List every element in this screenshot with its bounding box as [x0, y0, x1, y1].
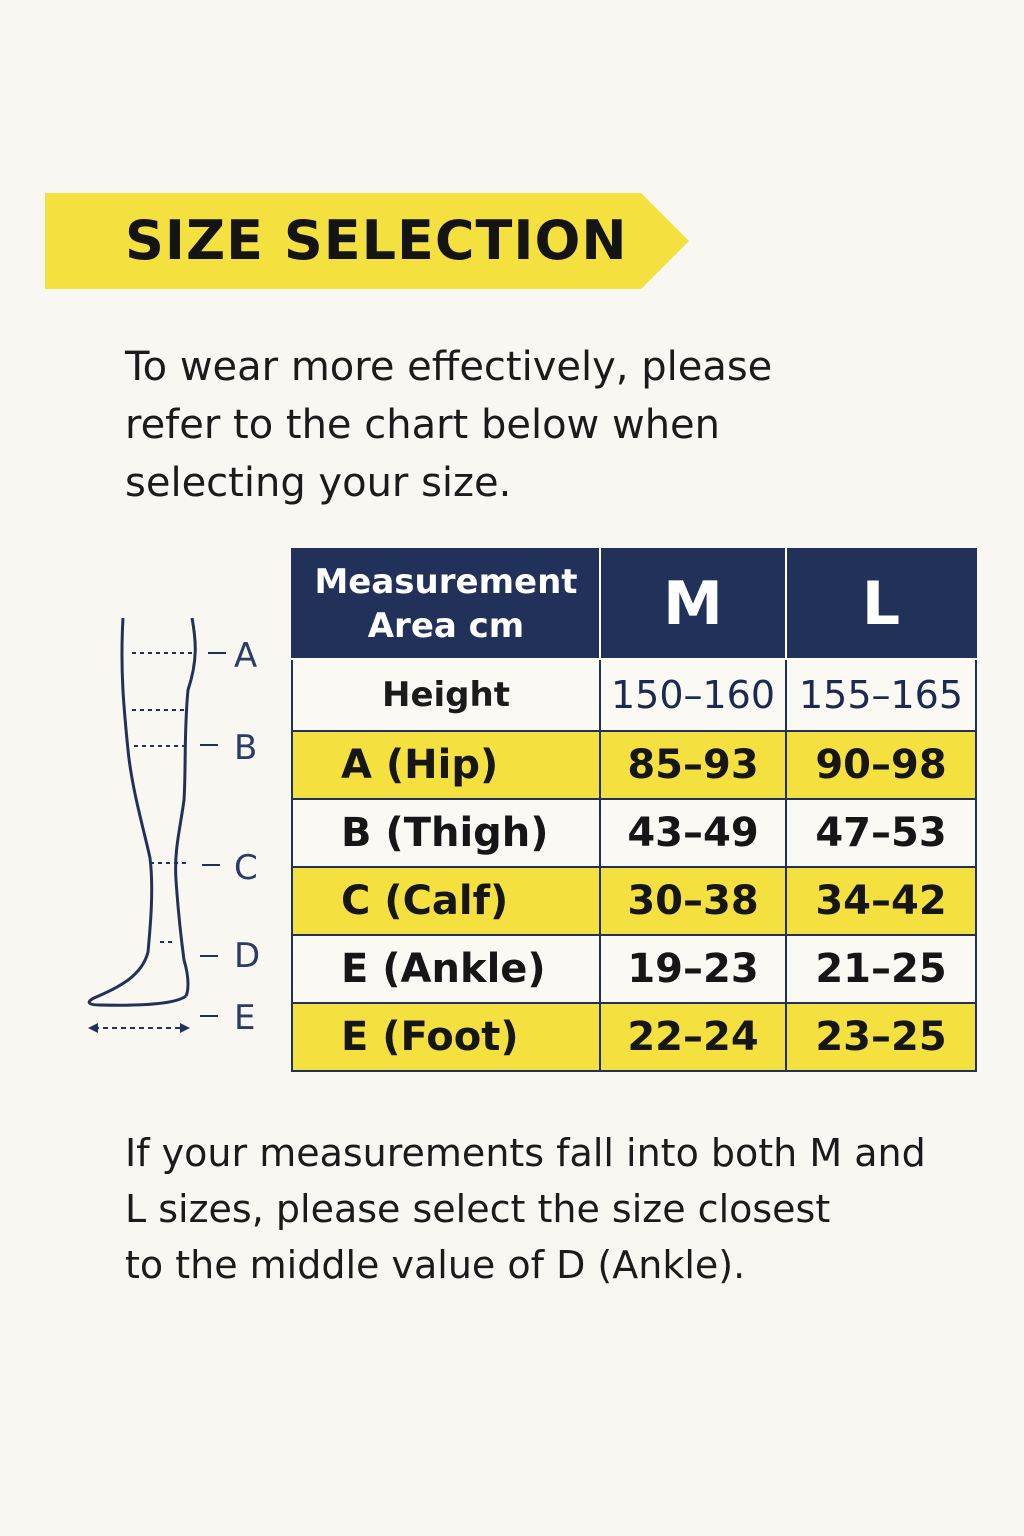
cell-size-l: 21–25 [786, 935, 976, 1003]
row-label: E (Ankle) [292, 935, 600, 1003]
cell-size-m: 22–24 [600, 1003, 786, 1071]
cell-size-m: 150–160 [600, 659, 786, 731]
table-row [292, 799, 976, 867]
row-label: Height [292, 659, 600, 731]
note-line: to the middle value of D (Ankle). [125, 1243, 746, 1287]
table-row [292, 731, 976, 799]
header-size-m: M [600, 549, 786, 659]
cell-size-l: 155–165 [786, 659, 976, 731]
note-line: L sizes, please select the size closest [125, 1187, 831, 1231]
intro-line: selecting your size. [125, 460, 512, 506]
row-label: C (Calf) [292, 867, 600, 935]
diagram-label-e: E [234, 998, 256, 1038]
cell-size-l: 90–98 [786, 731, 976, 799]
cell-size-l: 47–53 [786, 799, 976, 867]
diagram-label-a: A [234, 636, 258, 676]
row-label: A (Hip) [292, 731, 600, 799]
leg-outline-icon [80, 610, 280, 1050]
note-line: If your measurements fall into both M and [125, 1131, 926, 1175]
header-area-line: Area cm [367, 606, 525, 646]
intro-line: To wear more effectively, please [125, 344, 773, 390]
cell-size-l: 34–42 [786, 867, 976, 935]
table-header-row [292, 549, 976, 659]
cell-size-l: 23–25 [786, 1003, 976, 1071]
size-note-text [125, 1125, 985, 1293]
leg-measurement-diagram [80, 610, 280, 1050]
row-label: B (Thigh) [292, 799, 600, 867]
header-size-l: L [786, 549, 976, 659]
diagram-label-c: C [234, 848, 258, 888]
intro-text [125, 338, 885, 512]
size-chart-table [291, 548, 977, 1072]
diagram-label-b: B [234, 728, 258, 768]
table-row [292, 867, 976, 935]
cell-size-m: 19–23 [600, 935, 786, 1003]
header-measurement-area [292, 549, 600, 659]
table-row [292, 935, 976, 1003]
size-selection-banner [45, 193, 689, 289]
page-title: SIZE SELECTION [125, 209, 628, 272]
table-row [292, 659, 976, 731]
diagram-label-d: D [234, 936, 261, 976]
row-label: E (Foot) [292, 1003, 600, 1071]
cell-size-m: 30–38 [600, 867, 786, 935]
cell-size-m: 85–93 [600, 731, 786, 799]
header-area-line: Measurement [314, 562, 578, 602]
cell-size-m: 43–49 [600, 799, 786, 867]
table-row [292, 1003, 976, 1071]
intro-line: refer to the chart below when [125, 402, 720, 448]
